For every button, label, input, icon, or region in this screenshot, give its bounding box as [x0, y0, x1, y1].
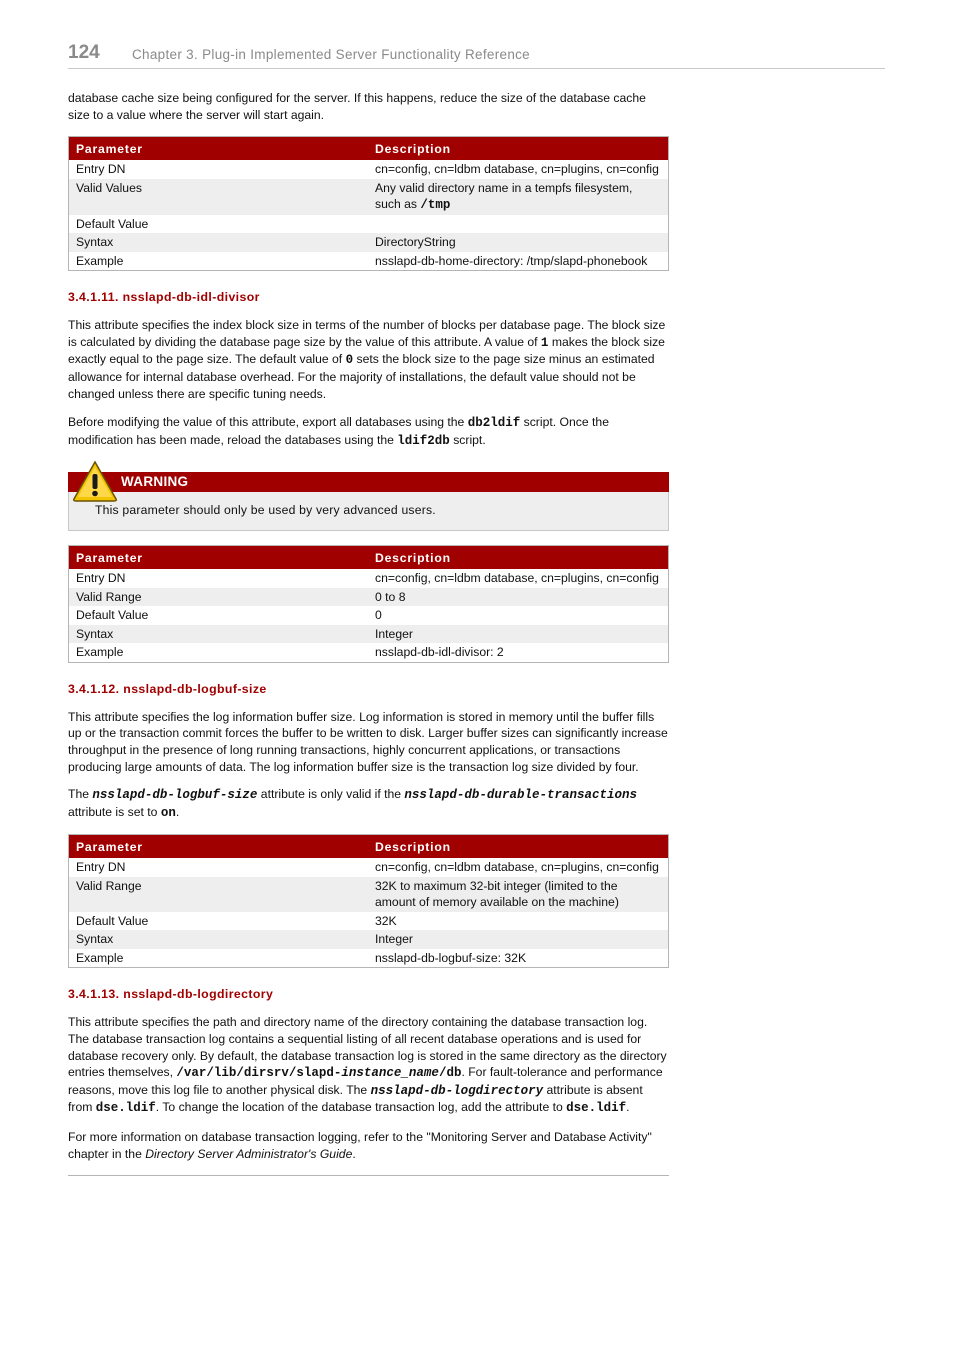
parameter-table-logbuf-size [68, 834, 669, 968]
logdirectory-paragraph-1 [68, 1014, 669, 1117]
description-cell: 32K to maximum 32-bit integer (limited to the amount of memory available on the machine) [368, 877, 669, 912]
description-cell: cn=config, cn=ldbm database, cn=plugins, cn=config [375, 860, 659, 875]
description-cell: nsslapd-db-idl-divisor: 2 [375, 645, 504, 660]
description-cell: nsslapd-db-home-directory: /tmp/slapd-phonebook [375, 253, 648, 268]
page-content [68, 90, 669, 1176]
column-header-description: Description [368, 546, 669, 570]
logbuf-paragraph-2 [68, 786, 669, 821]
warning-title-bar [68, 472, 669, 492]
parameter-cell: Default Value [76, 216, 149, 231]
warning-triangle-icon [72, 460, 118, 502]
code-durable-transactions: nsslapd-db-durable-transactions [404, 788, 637, 803]
table-row [69, 625, 669, 644]
text-run: sets the block size to the page size minus an estimated allowance for internal database overhead. For the majority of installations, the default value should not be changed unless there are specific tuning needs. [68, 352, 655, 401]
section-end-rule [68, 1175, 669, 1176]
table-row [69, 949, 669, 968]
table-row [69, 160, 669, 179]
parameter-cell: Syntax [69, 930, 369, 949]
parameter-cell: Valid Range [69, 588, 369, 607]
section-heading-idl-divisor: 3.4.1.11. nsslapd-db-idl-divisor [68, 290, 260, 305]
text-run: makes the block size exactly equal to the page size. The default value of [68, 334, 665, 367]
page-header [68, 42, 885, 69]
code-path-prefix: /var/lib/dirsrv/slapd- [176, 1066, 342, 1081]
page-number: 124 [68, 42, 100, 63]
parameter-table-idl-divisor [68, 545, 669, 663]
text-run: script. [449, 432, 486, 447]
chapter-title: Chapter 3. Plug-in Implemented Server Functionality Reference [132, 47, 530, 62]
column-header-parameter: Parameter [69, 137, 369, 161]
warning-body [68, 492, 669, 531]
text-run: . [352, 1146, 356, 1161]
idl-divisor-paragraph-1 [68, 317, 669, 402]
code-tmp: /tmp [420, 198, 451, 213]
table-row [69, 252, 669, 271]
text-run: . [626, 1100, 630, 1115]
parameter-cell: Valid Range [69, 877, 369, 912]
code-0: 0 [345, 353, 354, 368]
column-header-parameter: Parameter [69, 835, 369, 859]
table-header-row [69, 137, 669, 161]
text-run: attribute is only valid if the [257, 787, 405, 802]
code-dse-ldif: dse.ldif [566, 1101, 627, 1116]
parameter-cell: Entry DN [76, 162, 126, 177]
parameter-cell: Default Value [76, 913, 149, 928]
table-header-row [69, 835, 669, 859]
description-cell [368, 179, 669, 215]
table-row [69, 233, 669, 252]
table-row [69, 215, 669, 234]
code-logdirectory: nsslapd-db-logdirectory [370, 1083, 544, 1098]
parameter-cell: Default Value [76, 608, 149, 623]
description-cell: Integer [368, 930, 669, 949]
table-row [69, 930, 669, 949]
column-header-parameter: Parameter [69, 546, 369, 570]
warning-text: This parameter should only be used by very advanced users. [95, 503, 436, 518]
text-run: For more information on database transaction logging, refer to the "Monitoring Server and Database Activity" chapter in the [68, 1129, 652, 1161]
description-cell: cn=config, cn=ldbm database, cn=plugins, cn=config [375, 571, 659, 586]
description-cell: DirectoryString [368, 233, 669, 252]
parameter-cell: Example [76, 253, 124, 268]
column-header-description: Description [368, 137, 669, 161]
code-1: 1 [540, 335, 549, 350]
code-logbuf-size: nsslapd-db-logbuf-size [92, 788, 258, 803]
table-row [69, 912, 669, 931]
code-db2ldif: db2ldif [467, 416, 521, 431]
description-cell: nsslapd-db-logbuf-size: 32K [375, 950, 527, 965]
text-run: Before modifying the value of this attribute, export all databases using the [68, 415, 468, 430]
parameter-cell: Entry DN [76, 860, 126, 875]
table-row [69, 569, 669, 588]
text-run: attribute is set to [68, 804, 161, 819]
parameter-cell: Example [76, 645, 124, 660]
table-row [69, 877, 669, 912]
table-row [69, 643, 669, 662]
section-heading-logdirectory: 3.4.1.13. nsslapd-db-logdirectory [68, 987, 274, 1002]
logbuf-paragraph-1: This attribute specifies the log information buffer size. Log information is stored in memory until the buffer fills up or the transaction commit forces the buffer to be written to disk. Larger buffer sizes can significantly increase throughput in the presence of long running transactions, highly concurrent applications, or transactions producing large amounts of data. The log information buffer size is the transaction log size divided by four. [68, 709, 668, 774]
warning-title: WARNING [121, 474, 189, 490]
logdirectory-paragraph-2 [68, 1129, 669, 1162]
code-ldif2db: ldif2db [397, 433, 450, 448]
text-run: . For fault-tolerance and performance reasons, move this log file to another physical disk. The [68, 1065, 663, 1097]
table-row [69, 588, 669, 607]
table-row [69, 858, 669, 877]
text-run: This attribute specifies the index block size in terms of the number of blocks per database page. The block size is calculated by dividing the database page size by the value of this attribute. A value of [68, 318, 666, 349]
text-run: This attribute specifies the path and directory name of the directory containing the database transaction log. The database transaction log contains a sequential listing of all recent database operations and is used for database recovery only. By default, the database transaction log is stored in the same directory as the directory entries themselves, [68, 1015, 667, 1080]
parameter-cell: Example [76, 950, 124, 965]
guide-title: Directory Server Administrator's Guide [145, 1146, 353, 1161]
parameter-cell: Entry DN [76, 571, 126, 586]
table-row [69, 179, 669, 215]
text-run: . To change the location of the database transaction log, add the attribute to [155, 1100, 567, 1115]
idl-divisor-paragraph-2 [68, 414, 669, 449]
text-run: . [175, 804, 180, 819]
text-run: attribute is absent from [68, 1082, 643, 1115]
parameter-cell: Syntax [69, 625, 369, 644]
description-cell: Integer [368, 625, 669, 644]
intro-paragraph: database cache size being configured for the server. If this happens, reduce the size of the database cache size to a value where the server will start again. [68, 91, 646, 122]
description-cell: 0 to 8 [368, 588, 669, 607]
text-run: script. Once the modification has been made, reload the databases using the [68, 415, 609, 447]
warning-box [68, 462, 669, 531]
column-header-description: Description [368, 835, 669, 859]
description-text: Any valid directory name in a tempfs filesystem, such as [375, 180, 633, 212]
parameter-cell: Valid Values [69, 179, 369, 215]
table-row [69, 606, 669, 625]
description-cell: cn=config, cn=ldbm database, cn=plugins, cn=config [375, 162, 659, 177]
description-cell: 0 [375, 608, 382, 623]
code-on: on [160, 805, 176, 820]
text-run: The [68, 787, 93, 802]
section-heading-logbuf-size: 3.4.1.12. nsslapd-db-logbuf-size [68, 681, 267, 696]
code-instance-name: instance_name [341, 1066, 439, 1081]
code-dse-ldif: dse.ldif [95, 1101, 156, 1116]
table-header-row [69, 546, 669, 570]
parameter-table-home-directory [68, 136, 669, 271]
description-cell [368, 215, 669, 234]
parameter-cell: Syntax [69, 233, 369, 252]
code-path-suffix: /db [438, 1066, 462, 1081]
description-cell: 32K [375, 913, 397, 928]
